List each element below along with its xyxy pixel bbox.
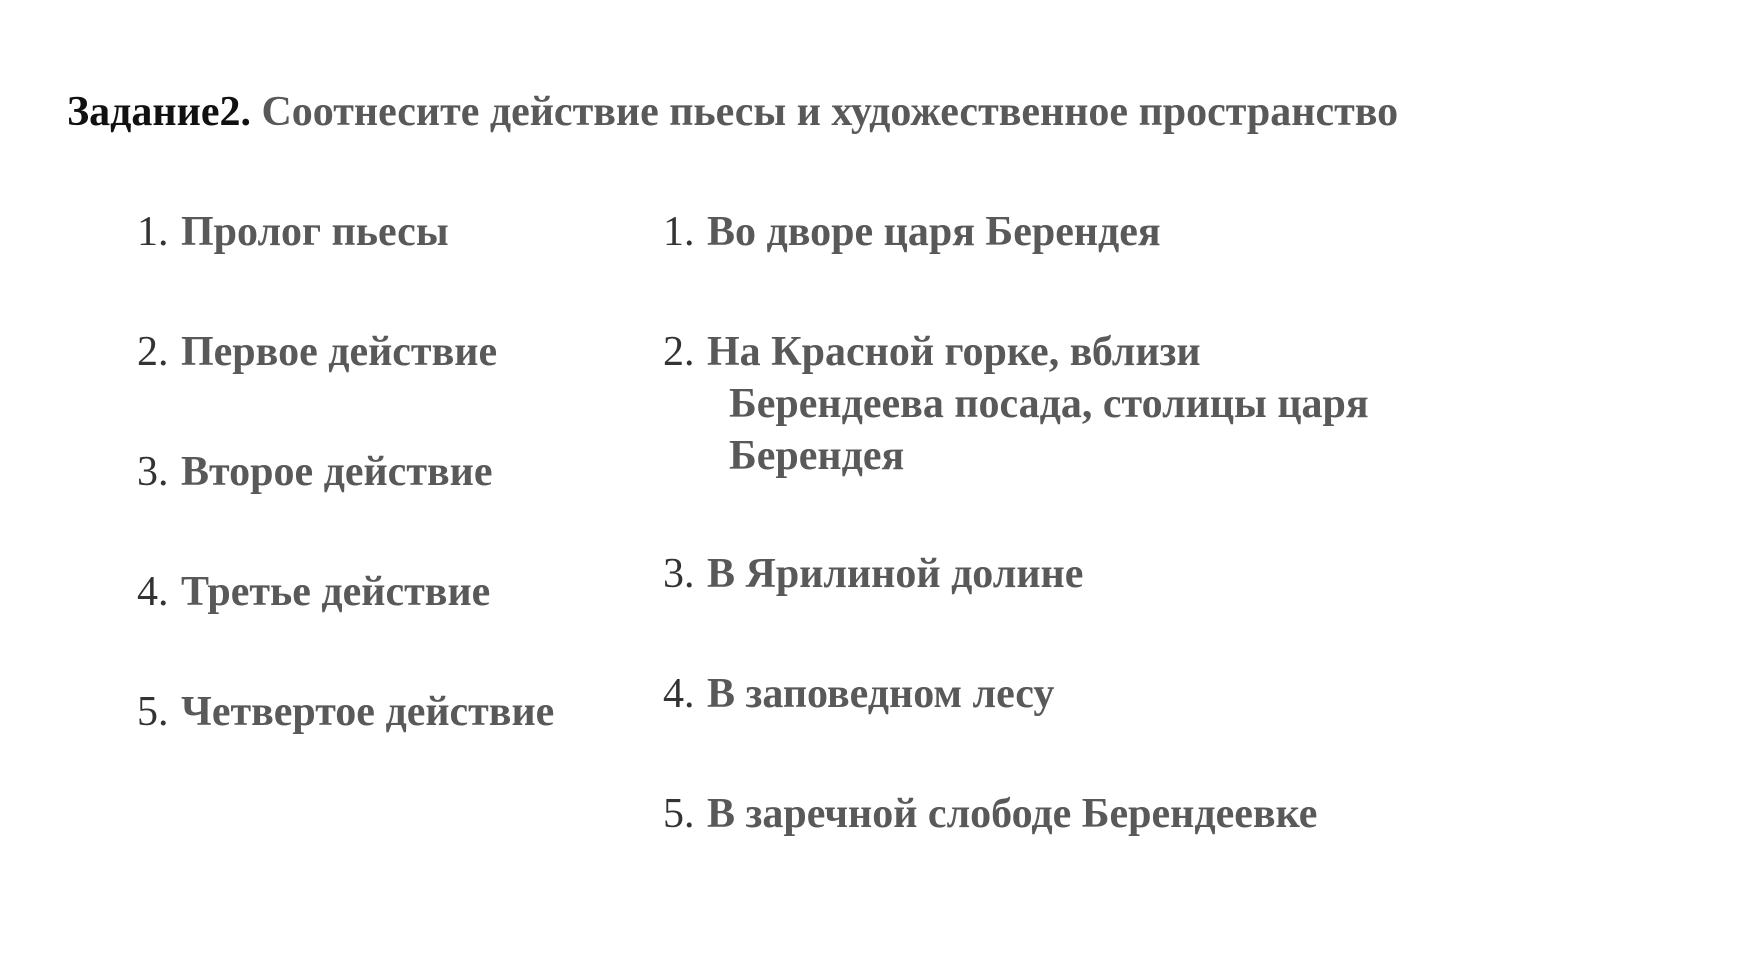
place-item-3 xyxy=(663,548,1463,668)
place-label: В заречной слободе Берендеевке xyxy=(707,791,1318,837)
place-number: 3. xyxy=(663,551,695,597)
place-label-line-3: Берендея xyxy=(729,433,905,479)
act-number: 1. xyxy=(137,209,169,255)
act-number: 3. xyxy=(137,449,169,495)
task-instruction: Соотнесите действие пьесы и художественное пространство xyxy=(261,89,1399,135)
act-item-2 xyxy=(137,326,554,446)
place-item-1 xyxy=(663,206,1463,326)
places-list xyxy=(663,206,1463,908)
place-label: В Ярилиной долине xyxy=(707,551,1084,597)
act-number: 2. xyxy=(137,329,169,375)
act-label: Пролог пьесы xyxy=(181,209,449,255)
place-label-line-2: Берендеева посада, столицы царя xyxy=(729,381,1369,427)
act-number: 5. xyxy=(137,689,169,735)
act-item-5 xyxy=(137,686,554,806)
task-title xyxy=(67,84,1398,140)
act-item-4 xyxy=(137,566,554,686)
place-label-line-1: На Красной горке, вблизи xyxy=(707,329,1201,375)
place-number: 5. xyxy=(663,791,695,837)
place-label xyxy=(707,326,1463,482)
place-item-5 xyxy=(663,788,1463,908)
task-label: Задание2. xyxy=(67,89,251,135)
place-label: В заповедном лесу xyxy=(707,671,1055,717)
place-item-2 xyxy=(663,326,1463,548)
act-label: Первое действие xyxy=(181,329,498,375)
act-label: Четвертое действие xyxy=(181,689,555,735)
act-number: 4. xyxy=(137,569,169,615)
place-number: 1. xyxy=(663,209,695,255)
act-label: Второе действие xyxy=(181,449,493,495)
act-item-1 xyxy=(137,206,554,326)
place-label: Во дворе царя Берендея xyxy=(707,209,1161,255)
act-item-3 xyxy=(137,446,554,566)
act-label: Третье действие xyxy=(181,569,491,615)
place-number: 4. xyxy=(663,671,695,717)
acts-list xyxy=(137,206,554,806)
place-item-4 xyxy=(663,668,1463,788)
place-number: 2. xyxy=(663,329,695,375)
